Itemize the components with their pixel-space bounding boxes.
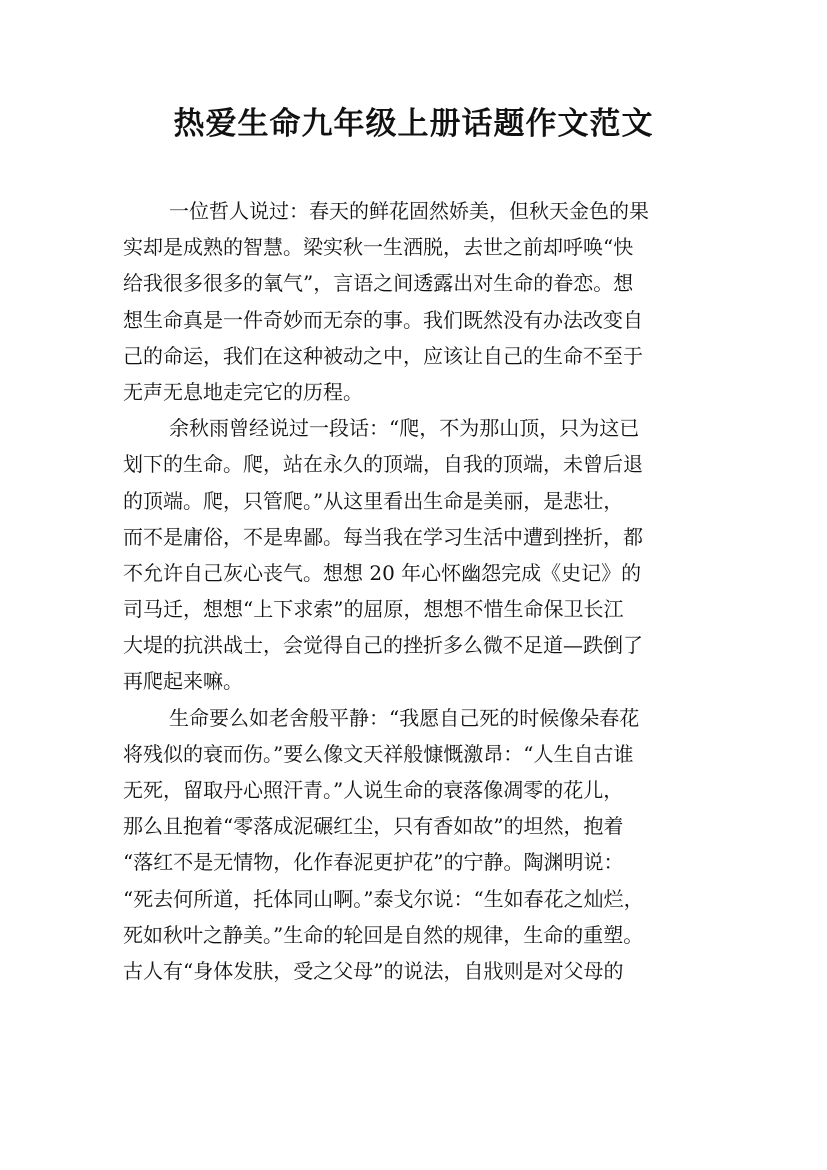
paragraph-3-line-3: 无死，留取丹心照汗青。”人说生命的衰落像凋零的花儿，	[123, 778, 624, 802]
paragraph-3-line-1: 生命要么如老舍般平静：“我愿自己死的时候像朵春花	[169, 705, 640, 730]
paragraph-2-line-7: 大堤的抗洪战士，会觉得自己的挫折多么微不足道—跌倒了	[123, 633, 643, 658]
paragraph-1-line-1: 一位哲人说过：春天的鲜花固然娇美，但秋天金色的果	[169, 199, 649, 223]
document-title: 热爱生命九年级上册话题作文范文	[173, 106, 654, 142]
paragraph-2-line-8: 再爬起来嘛。	[123, 669, 243, 694]
paragraph-3-line-7: 死如秋叶之静美。”生命的轮回是自然的规律，生命的重塑。	[123, 922, 644, 947]
paragraph-1-line-5: 己的命运，我们在这种被动之中，应该让自己的生命不至于	[123, 343, 643, 368]
paragraph-2-line-4: 而不是庸俗，不是卑鄙。每当我在学习生活中遭到挫折，都	[123, 524, 643, 549]
paragraph-3-line-5: “落红不是无情物，化作春泥更护花”的宁静。陶渊明说：	[123, 850, 624, 875]
document-body	[123, 193, 713, 989]
paragraph-2-line-2: 划下的生命。爬，站在永久的顶端，自我的顶端，未曾后退	[123, 452, 643, 477]
paragraph-1-line-2: 实却是成熟的智慧。梁实秋一生洒脱，去世之前却呼唤“快	[123, 235, 634, 260]
paragraph-1-line-3: 给我很多很多的氧气”，言语之间透露出对生命的眷恋。想	[123, 271, 634, 296]
paragraph-2-line-3: 的顶端。爬，只管爬。”从这里看出生命是美丽，是悲壮，	[123, 488, 624, 513]
paragraph-2-line-5: 不允许自己灰心丧气。想想 20 年心怀幽怨完成《史记》的	[123, 560, 642, 585]
paragraph-3-line-8: 古人有“身体发肤，受之父母”的说法，自戕则是对父母的	[123, 958, 624, 983]
paragraph-2-line-1: 余秋雨曾经说过一段话：“爬，不为那山顶，只为这已	[169, 416, 640, 441]
paragraph-3-line-4: 那么且抱着“零落成泥碾红尘，只有香如故”的坦然，抱着	[123, 814, 624, 839]
paragraph-3-line-6: “死去何所道，托体同山啊。”泰戈尔说：“生如春花之灿烂，	[123, 886, 644, 911]
paragraph-1-line-4: 想生命真是一件奇妙而无奈的事。我们既然没有办法改变自	[123, 307, 643, 332]
paragraph-3-line-2: 将残似的衰而伤。”要么像文天祥般慷慨激昂：“人生自古谁	[123, 741, 634, 766]
paragraph-1-line-6: 无声无息地走完它的历程。	[123, 379, 363, 404]
paragraph-2-line-6: 司马迁，想想“上下求索”的屈原，想想不惜生命保卫长江	[123, 597, 624, 622]
